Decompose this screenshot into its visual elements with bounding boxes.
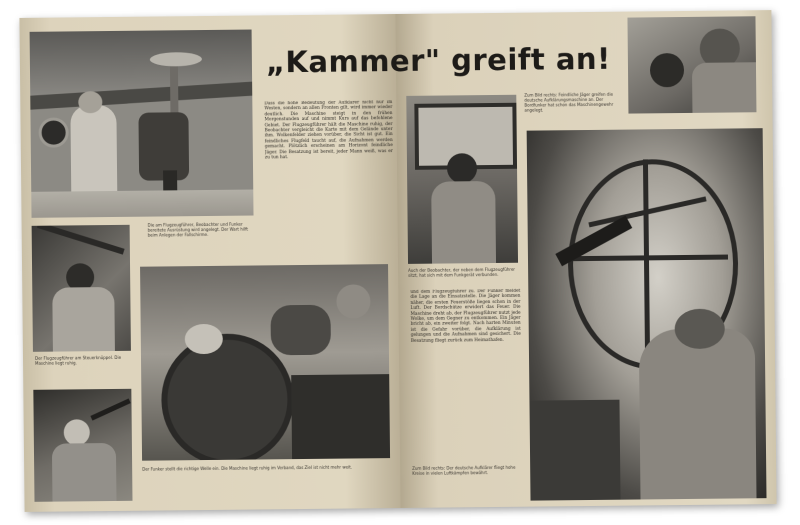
photo-radio-operator bbox=[140, 264, 390, 461]
caption-center-bottom: Der Funker stellt die richtige Welle ein. Die Maschine liegt ruhig im Verband, das Ziel ist nicht mehr weit. bbox=[142, 464, 353, 472]
photo-turret-gunner bbox=[627, 16, 756, 113]
photo-cockpit-dome bbox=[527, 128, 767, 500]
body-text-column-1 bbox=[264, 100, 394, 261]
body-text-column-2 bbox=[410, 289, 522, 450]
photo-pilot bbox=[32, 225, 131, 352]
body-text-col1: Dass die hohe Bedeutung der Aufklärer nicht nur im Westen, sondern an allen Fronten gilt, wird immer wieder deutlich. Die Maschine steigt in den frühen Morgenstunden auf und nimmt Kurs auf das befohlene Gebiet. Der Flugzeugführer hält die Maschine ruhig, der Beobachter vergleicht die Karte mit dem Gelände unter ihm. Wolkenfelder ziehen vorüber, die Sicht ist gut. Ein feindliches Flugfeld taucht auf, die Aufnahmen werden gemacht. Plötzlich erscheinen am Horizont feindliche Jäger. Die Besatzung ist bereit, jeder Mann weiß, was er zu tun hat. bbox=[264, 100, 393, 161]
caption-bottom-right: Zum Bild rechts: Der deutsche Aufklärer fliegt hohe Kreise in vielen Luftkämpfen bewährt. bbox=[412, 464, 516, 476]
magazine-spread bbox=[19, 10, 776, 512]
caption-mid-left: Der Flugzeugführer am Steuerknüppel. Die Maschine liegt ruhig. bbox=[34, 354, 122, 366]
photo-observer-cockpit bbox=[406, 95, 518, 264]
caption-top-right: Zum Bild rechts: Feindliche Jäger greifen die deutsche Aufklärungsmaschine an. Der Bordfunker hat schon das Maschinengewehr angelegt. bbox=[524, 91, 614, 113]
caption-cockpit-mid: Auch der Beobachter, der neben dem Flugzeugführer sitzt, hat sich mit dem Funkgerät verbunden. bbox=[408, 266, 516, 278]
photo-crew-aircraft bbox=[30, 30, 254, 218]
body-text-col2: und dem Flugzeugführer zu. Der Funker meldet die Lage an die Einsatzstelle. Die Jäger kommen näher, die ersten Feuerstöße liegen schon in der Luft. Der Bordschütze erwidert das Feuer. Die Maschine dreht ab, der Flugzeugführer nutzt jede Wolke, um dem Gegner zu entkommen. Ein Jäger bricht ab, ein zweiter folgt. Nach harten Minuten ist die Gefahr vorüber, die Aufklärung ist gelungen und die Aufnahmen sind gesichert. Die Besatzung fliegt zurück zum Heimathafen. bbox=[410, 288, 521, 344]
photo-gunner bbox=[33, 389, 132, 502]
caption-top-left: Die am Flugzeugführer, Beobachter und Funker bereitete Ausrüstung wird angelegt. Der Wart hilft beim Anlegen der Fallschirme. bbox=[147, 221, 248, 238]
left-page bbox=[19, 14, 402, 512]
right-page bbox=[395, 10, 776, 508]
headline: „Kammer" greift an! bbox=[265, 41, 611, 80]
